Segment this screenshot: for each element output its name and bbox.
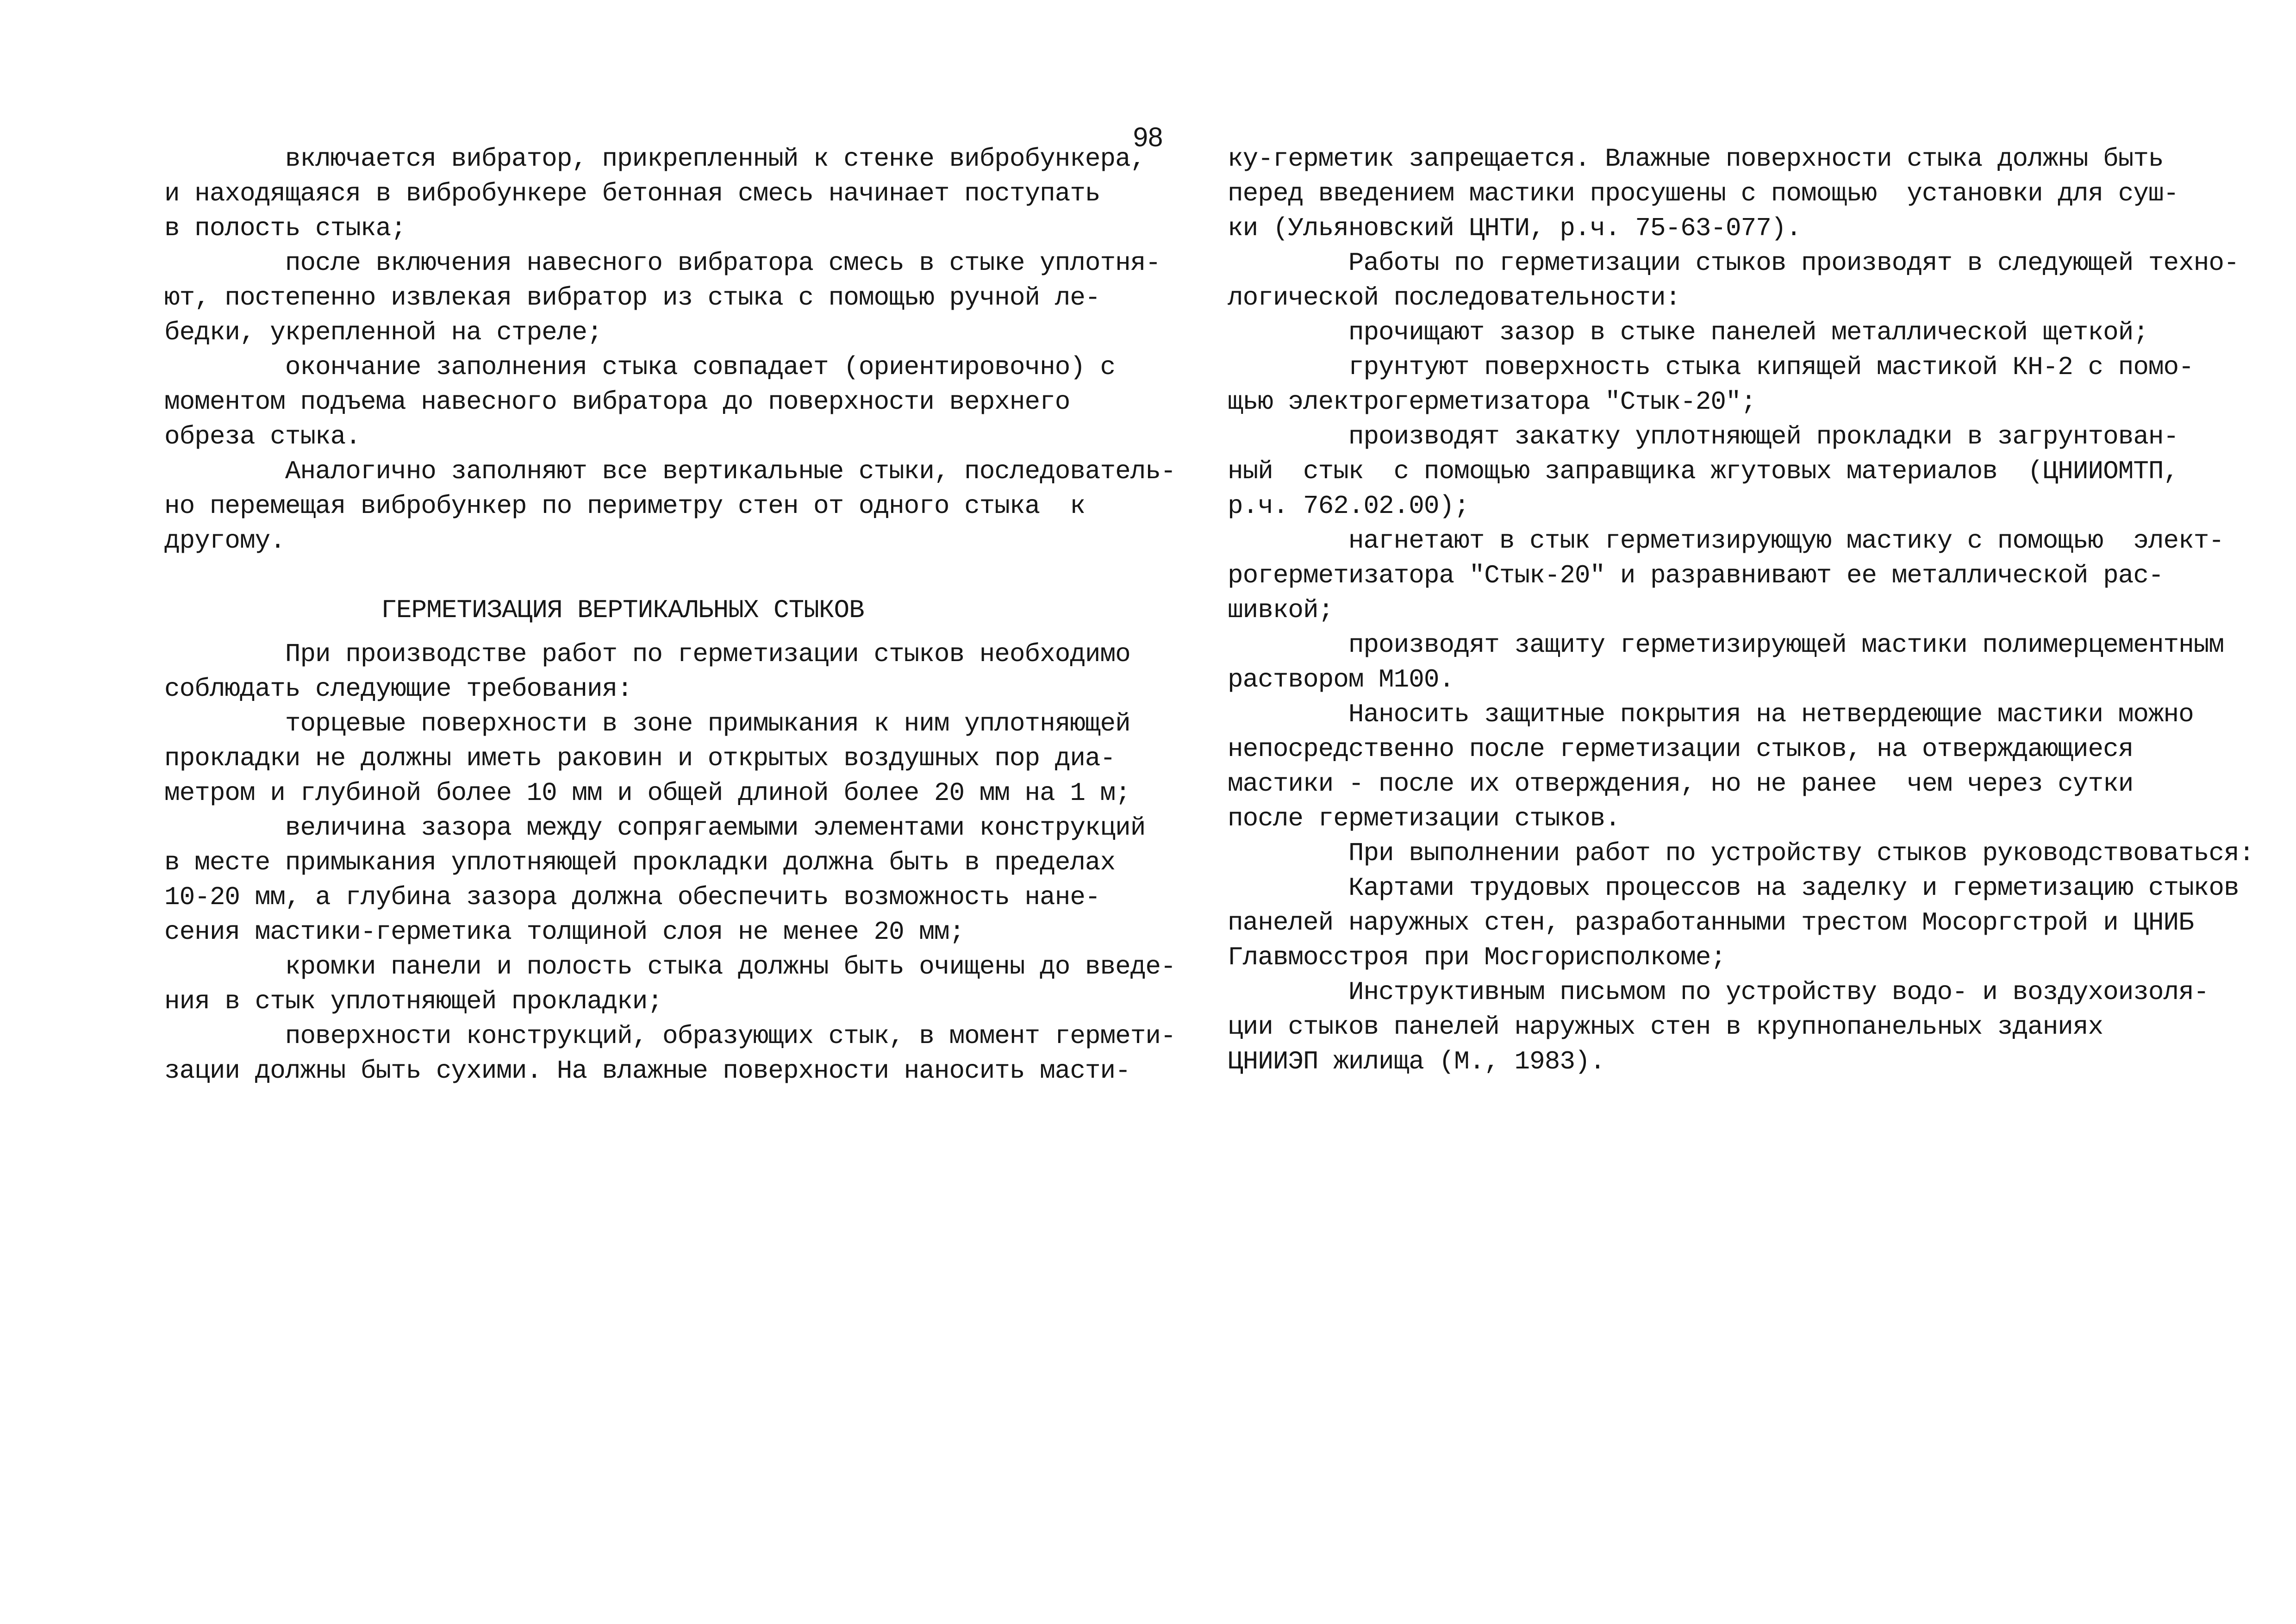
text-line: ки (Ульяновский ЦНТИ, р.ч. 75-63-077). [1228, 213, 1802, 243]
text-line: прокладки не должны иметь раковин и открытых воздушных пор диа- [164, 743, 1116, 773]
text-line: Инструктивным письмом по устройству водо- и воздухоизоля- [1228, 977, 2209, 1007]
text-line: в полость стыка; [164, 213, 406, 243]
text-line: ный стык с помощью заправщика жгутовых материалов (ЦНИИОМТП, [1228, 456, 2179, 486]
text-line: мастики - после их отверждения, но не ранее чем через сутки [1228, 769, 2134, 799]
text-line: рогерметизатора "Стык-20" и разравнивают ее металлической рас- [1228, 561, 2164, 590]
text-line: Аналогично заполняют все вертикальные стыки, последователь- [164, 456, 1176, 486]
text-line: обреза стыка. [164, 422, 361, 451]
text-line: ции стыков панелей наружных стен в крупнопанельных зданиях [1228, 1012, 2103, 1042]
text-line: после герметизации стыков. [1228, 804, 1620, 833]
right-column [1228, 142, 2254, 1079]
text-line: Картами трудовых процессов на заделку и герметизацию стыков [1228, 873, 2239, 903]
text-line: зации должны быть сухими. На влажные поверхности наносить масти- [164, 1056, 1130, 1086]
text-line: перед введением мастики просушены с помощью установки для суш- [1228, 179, 2179, 208]
text-line: щью электрогерметизатора "Стык-20"; [1228, 387, 1756, 417]
text-line: При выполнении работ по устройству стыков руководствоваться: [1228, 838, 2254, 868]
text-line: ку-герметик запрещается. Влажные поверхности стыка должны быть [1228, 144, 2164, 174]
text-line: производят закатку уплотняющей прокладки в загрунтован- [1228, 422, 2179, 451]
text-line: в месте примыкания уплотняющей прокладки должна быть в пределах [164, 848, 1116, 877]
text-line: ЦНИИЭП жилища (М., 1983). [1228, 1047, 1605, 1076]
text-line: 10-20 мм, а глубина зазора должна обеспечить возможность нане- [164, 882, 1100, 912]
text-line: но перемещая вибробункер по периметру стен от одного стыка к [164, 491, 1085, 521]
text-line: прочищают зазор в стыке панелей металлической щеткой; [1228, 318, 2148, 347]
text-line: производят защиту герметизирующей мастики полимерцементным [1228, 630, 2224, 660]
left-column [164, 142, 1176, 1088]
text-line: ют, постепенно извлекая вибратор из стыка с помощью ручной ле- [164, 283, 1100, 312]
left-block-2 [164, 637, 1176, 1088]
text-line: логической последовательности: [1228, 283, 1681, 312]
text-line: нагнетают в стык герметизирующую мастику с помощью элект- [1228, 526, 2224, 556]
text-line: сения мастики-герметика толщиной слоя не менее 20 мм; [164, 917, 965, 947]
text-line: грунтуют поверхность стыка кипящей мастикой КН-2 с помо- [1228, 352, 2194, 382]
text-line: р.ч. 762.02.00); [1228, 491, 1469, 521]
text-line: При производстве работ по герметизации стыков необходимо [164, 639, 1130, 669]
text-line: окончание заполнения стыка совпадает (ориентировочно) с [164, 352, 1116, 382]
text-line: раствором М100. [1228, 665, 1454, 694]
text-line: и находящаяся в вибробункере бетонная смесь начинает поступать [164, 179, 1100, 208]
left-block-1 [164, 142, 1176, 558]
section-heading: ГЕРМЕТИЗАЦИЯ ВЕРТИКАЛЬНЫХ СТЫКОВ [381, 595, 864, 625]
text-line: Работы по герметизации стыков производят в следующей техно- [1228, 248, 2239, 278]
text-line: моментом подъема навесного вибратора до поверхности верхнего [164, 387, 1070, 417]
text-line: бедки, укрепленной на стреле; [164, 318, 602, 347]
text-line: торцевые поверхности в зоне примыкания к ним уплотняющей [164, 709, 1130, 738]
text-line: ния в стык уплотняющей прокладки; [164, 987, 662, 1016]
text-line: соблюдать следующие требования: [164, 674, 632, 704]
text-line: метром и глубиной более 10 мм и общей длиной более 20 мм на 1 м; [164, 778, 1130, 808]
text-line: поверхности конструкций, образующих стык, в момент гермети- [164, 1021, 1176, 1051]
text-line: Наносить защитные покрытия на нетвердеющие мастики можно [1228, 700, 2194, 729]
text-line: другому. [164, 526, 285, 556]
text-line: после включения навесного вибратора смесь в стыке уплотня- [164, 248, 1160, 278]
text-line: шивкой; [1228, 595, 1334, 625]
text-line: Главмосстроя при Мосгорисполкоме; [1228, 943, 1726, 972]
text-line: величина зазора между сопрягаемыми элементами конструкций [164, 813, 1146, 843]
text-line: панелей наружных стен, разработанными трестом Мосоргстрой и ЦНИБ [1228, 908, 2194, 937]
text-line: включается вибратор, прикрепленный к стенке вибробункера, [164, 144, 1146, 174]
text-line: непосредственно после герметизации стыков, на отверждающиеся [1228, 734, 2134, 764]
page-number: 98 [1133, 122, 1163, 152]
text-line: кромки панели и полость стыка должны быть очищены до введе- [164, 952, 1176, 981]
